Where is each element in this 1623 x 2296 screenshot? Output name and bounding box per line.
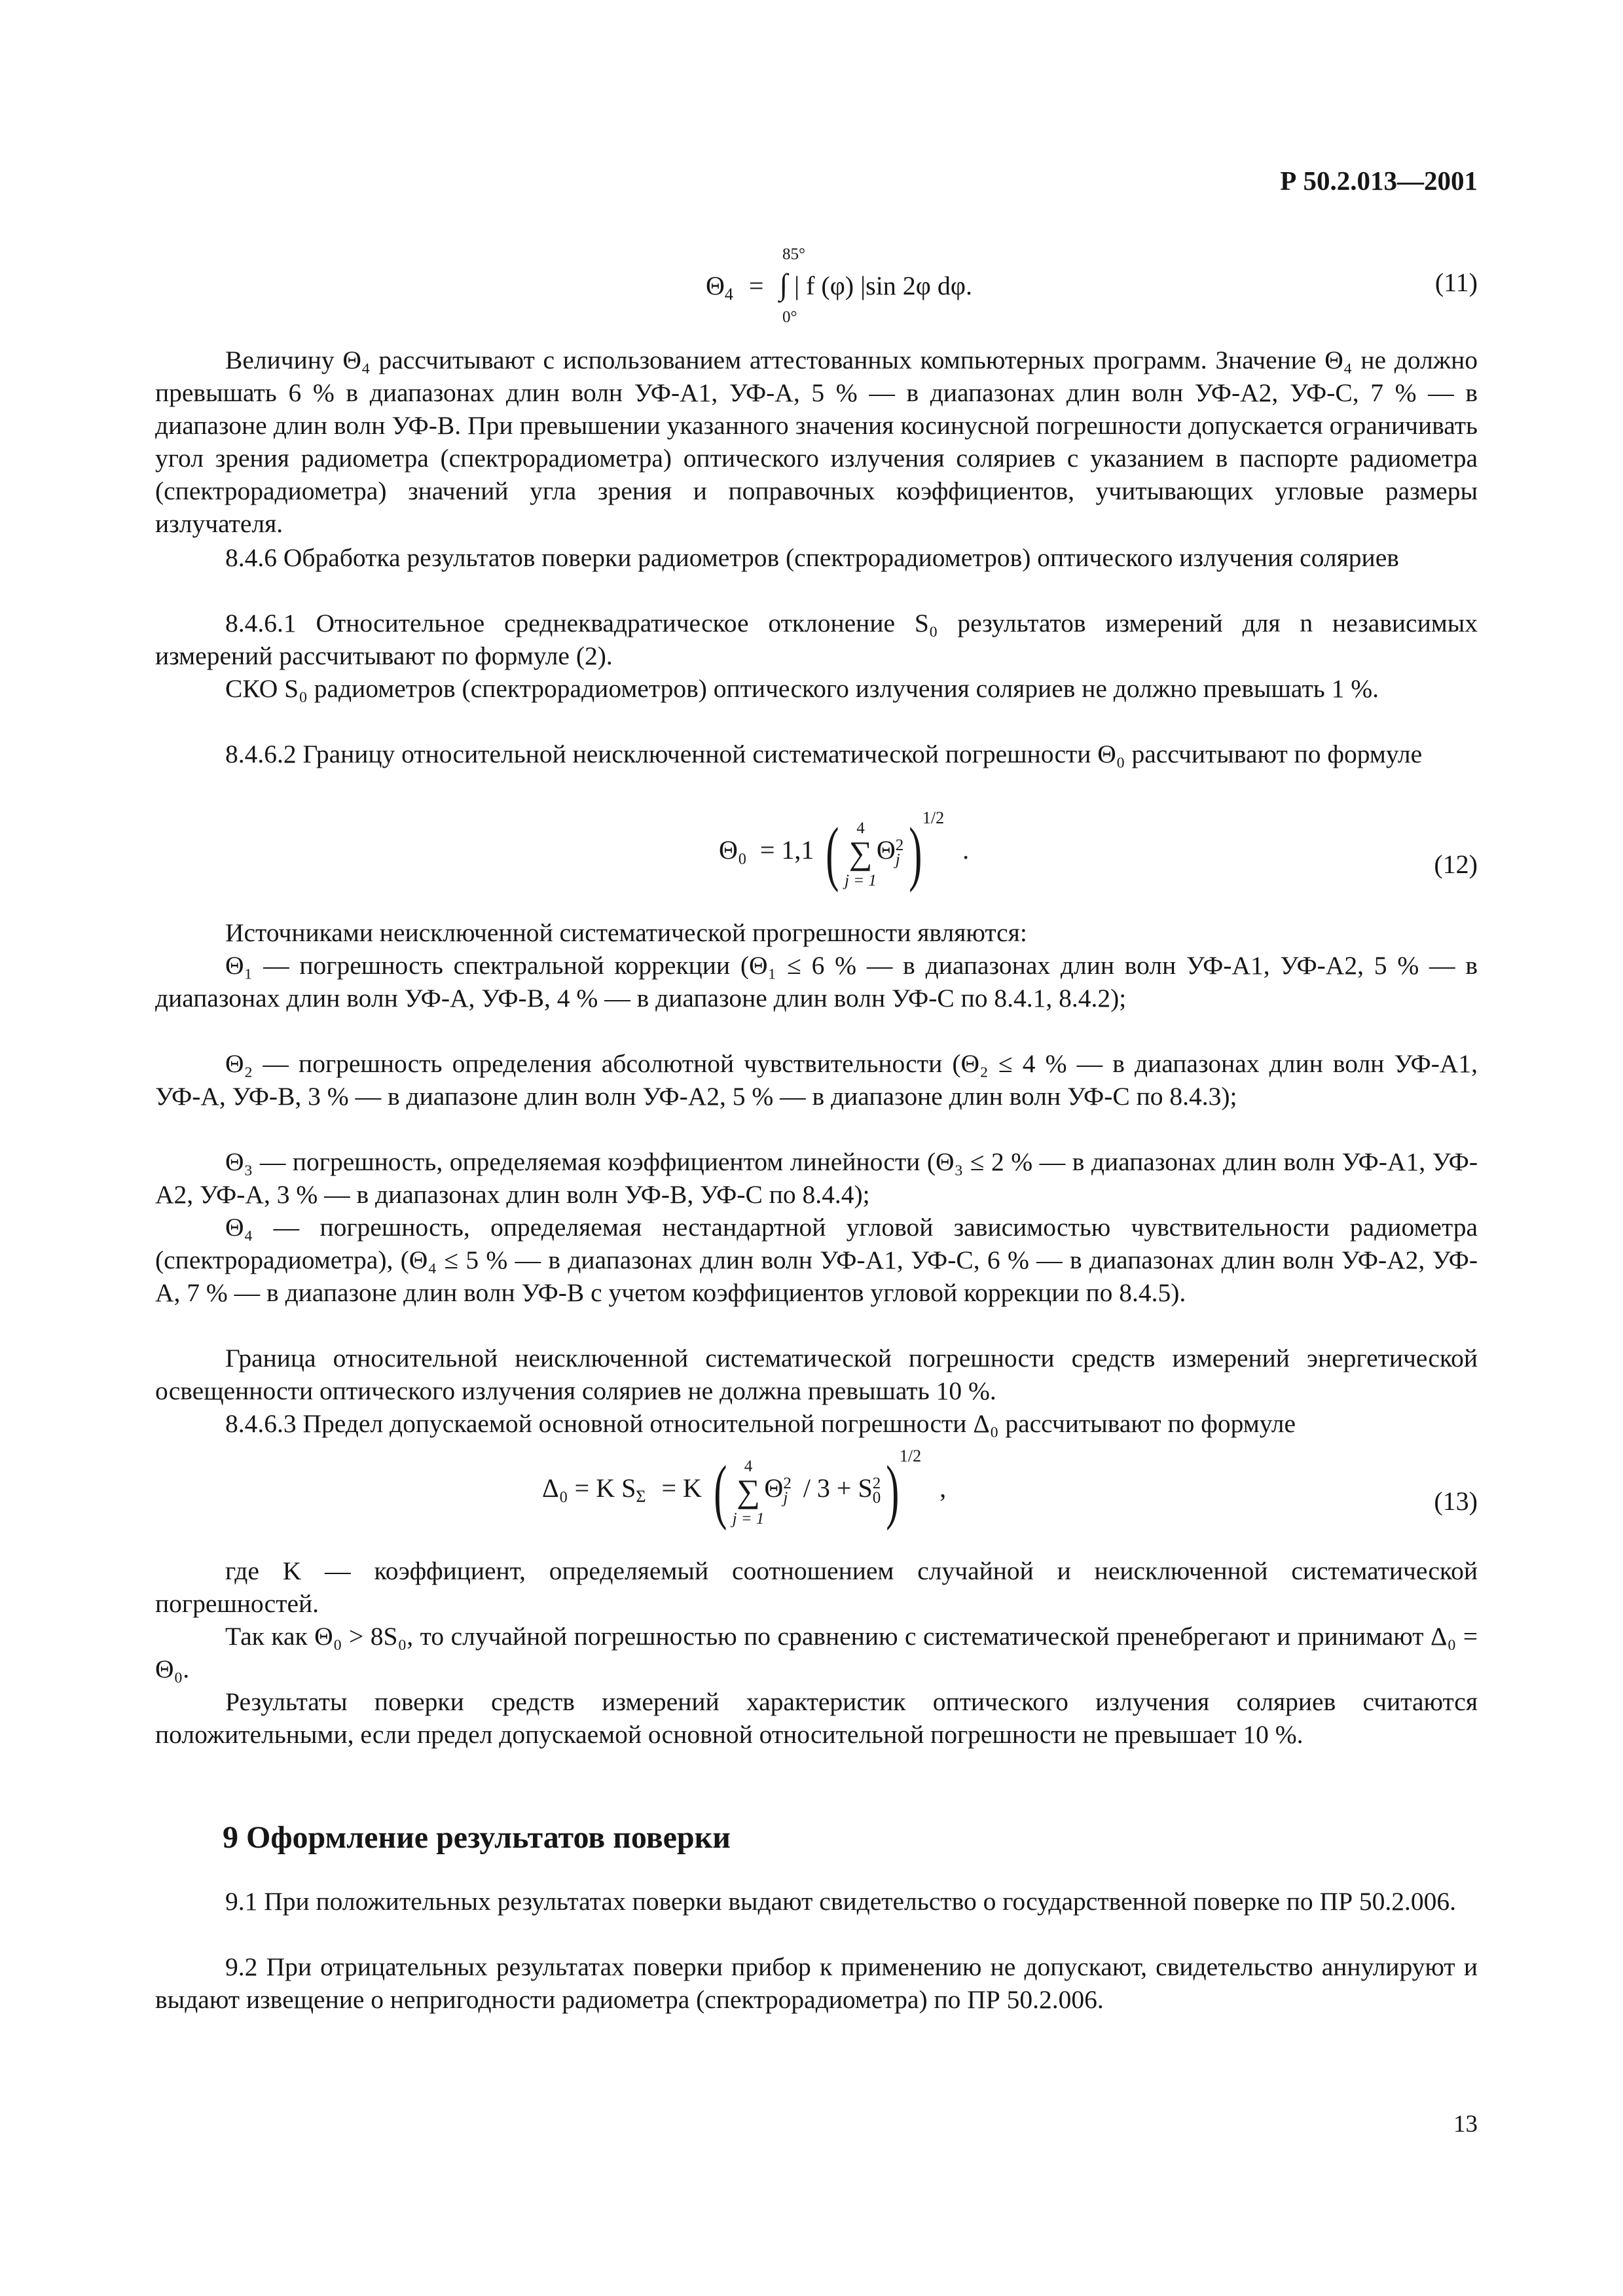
paragraph: 8.4.6.3 Предел допускаемой основной относительной погрешности Δ₀ рассчитывают по формуле [225, 1409, 1296, 1438]
integral-sign: ∫ [779, 268, 788, 301]
paragraph: 8.4.6.1 Относительное среднеквадратическое отклонение S₀ результатов измерений для n независимых измерений рассчитывают по формуле (2). [155, 609, 1478, 670]
eq11-lhs-sub: 4 [724, 285, 733, 304]
paragraph: Результаты поверки средств измерений характеристик оптического излучения соляриев считаются положительными, если предел допускаемой основной относительной погрешности не превышает 10 %. [155, 1687, 1478, 1749]
paragraph: Θ₁ — погрешность спектральной коррекции (Θ₁ ≤ 6 % — в диапазонах длин волн УФ-А1, УФ-А2, 5 % — в диапазонах длин волн УФ-А, УФ-В, 4 % — в диапазоне длин волн УФ-С по 8.4.1, 8.4.2); [155, 951, 1478, 1013]
eq12-term: Θ [876, 835, 896, 865]
eq13-mid: = K [661, 1473, 702, 1503]
paragraph: 8.4.6.2 Границу относительной неисключенной систематической погрешности Θ₀ рассчитывают по формуле [225, 740, 1423, 768]
integral-lower-limit: 0° [782, 308, 797, 326]
eq12-coefficient: = 1,1 [759, 835, 814, 865]
paragraph: 9.1 При положительных результатах поверки выдают свидетельство о государственной поверке по ПР 50.2.006. [225, 1887, 1457, 1916]
eq11-body: | f (φ) |sin 2φ dφ. [794, 271, 972, 300]
paragraph: Величину Θ₄ рассчитывают с использованием аттестованных компьютерных программ. Значение Θ₄ не должно превышать 6 % в диапазонах длин волн УФ-А1, УФ-А, 5 % — в диапазонах длин волн УФ-А2, УФ-С, 7 % — в диапазоне длин волн УФ-В. При превышении указанного значения косинусной погрешности допускается ограничивать угол зрения радиометра (спектрорадиометра) оптического излучения соляриев с указанием в паспорте радиометра (спектрорадиометра) значений угла зрения и поправочных коэффициентов, учитывающих угловые размеры излучателя. [155, 346, 1478, 538]
eq11-lhs: Θ [706, 271, 725, 300]
eq11-equals: = [748, 271, 764, 300]
integral-upper-limit: 85° [782, 245, 805, 263]
equation-number-11: (11) [1434, 268, 1478, 297]
paragraph: где K — коэффициент, определяемый соотношением случайной и неисключенной систематической погрешностей. [155, 1556, 1478, 1618]
eq12-lhs: Θ₀ [719, 835, 747, 865]
paragraph: Θ₂ — погрешность определения абсолютной чувствительности (Θ₂ ≤ 4 % — в диапазонах длин волн УФ-А1, УФ-А, УФ-В, 3 % — в диапазоне длин волн УФ-А2, 5 % — в диапазоне длин волн УФ-С по 8.4.3); [155, 1049, 1478, 1111]
equation-12: Θ₀ = 1,1 ( 4 ∑ j = 1Θ 2 j )$^{1/2}$ . [719, 808, 970, 893]
eq12-sum: 4 ∑ j = 1 [845, 819, 877, 889]
eq13-term: Θ [764, 1473, 784, 1503]
eq13-exponent: 1/2 [899, 1446, 922, 1465]
equation-number-12: (12) [1434, 850, 1478, 879]
eq12-exponent: 1/2 [922, 808, 945, 827]
paragraph: СКО S₀ радиометров (спектрорадиометров) оптического излучения соляриев не должно превышать 1 %. [225, 674, 1379, 703]
equation-number-13: (13) [1434, 1486, 1478, 1516]
eq13-rest: / 3 + S [803, 1473, 873, 1503]
paragraph: Θ₄ — погрешность, определяемая нестандартной угловой зависимостью чувствительности радиометра (спектрорадиометра), (Θ₄ ≤ 5 % — в диапазонах длин волн УФ-А1, УФ-С, 6 % — в диапазонах длин волн УФ-А2, УФ-А, 7 % — в диапазоне длин волн УФ-В с учетом коэффициентов угловой коррекции по 8.4.5). [155, 1213, 1478, 1307]
paragraph: Граница относительной неисключенной систематической погрешности средств измерений энергетической освещенности оптического излучения соляриев не должна превышать 10 %. [155, 1344, 1478, 1405]
paragraph: Так как Θ₀ > 8S₀, то случайной погрешностью по сравнению с систематической пренебрегают и принимают Δ₀ = Θ₀. [155, 1622, 1478, 1683]
paragraph: Θ₃ — погрешность, определяемая коэффициентом линейности (Θ₃ ≤ 2 % — в диапазонах длин волн УФ-А1, УФ-А2, УФ-А, 3 % — в диапазонах длин волн УФ-В, УФ-С по 8.4.4); [155, 1147, 1478, 1209]
paragraph: Источниками неисключенной систематической прогрешности являются: [225, 918, 1027, 947]
paragraph: 8.4.6 Обработка результатов поверки радиометров (спектрорадиометров) оптического излучения соляриев [225, 543, 1399, 572]
page-number: 13 [1453, 2111, 1478, 2138]
section-heading: 9 Оформление результатов поверки [223, 1820, 731, 1855]
eq13-sum: 4 ∑ j = 1 [732, 1457, 765, 1528]
document-number: Р 50.2.013—2001 [1280, 166, 1478, 196]
paragraph: 9.2 При отрицательных результатах поверки прибор к применению не допускают, свидетельство аннулируют и выдают извещение о непригодности радиометра (спектрорадиометра) по ПР 50.2.006. [155, 1952, 1478, 2014]
eq13-lhs: Δ₀ = K S [542, 1473, 636, 1503]
equation-13: Δ₀ = K $S_\Sigma = K$ ( 4 ∑ j = 1Θ 2 j / 3 + S 2 0 )$^{1/2}$ , [542, 1446, 947, 1531]
